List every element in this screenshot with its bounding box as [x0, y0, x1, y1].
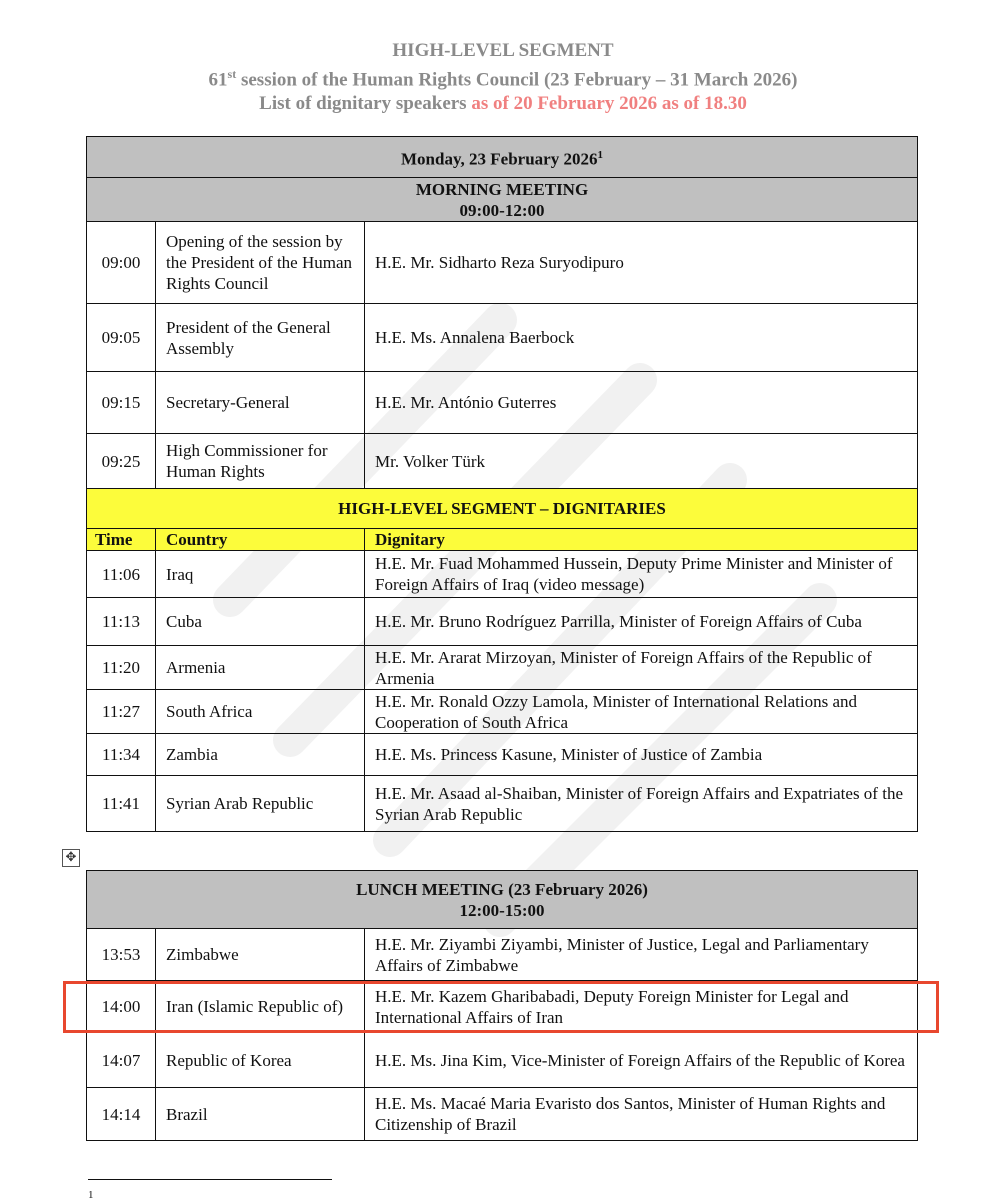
- dignitary-cell: H.E. Ms. Macaé Maria Evaristo dos Santos, Minister of Human Rights and Citizenship of Brazil: [365, 1088, 918, 1141]
- dignitary-cell: H.E. Mr. Asaad al-Shaiban, Minister of Foreign Affairs and Expatriates of the Syrian Arab Republic: [365, 776, 918, 832]
- as-of-date: as of 20 February 2026 as of 18.30: [471, 93, 747, 115]
- morning-banner: [87, 178, 918, 222]
- list-status: [0, 92, 1006, 116]
- table-row: [87, 598, 918, 646]
- dignitary-cell: H.E. Ms. Jina Kim, Vice-Minister of Foreign Affairs of the Republic of Korea: [365, 1033, 918, 1088]
- time-cell: 11:27: [87, 690, 156, 734]
- dignitaries-title: HIGH-LEVEL SEGMENT – DIGNITARIES: [87, 489, 918, 529]
- time-cell: 09:00: [87, 222, 156, 304]
- session-number: 61: [208, 69, 228, 91]
- col-dignitary: Dignitary: [365, 529, 918, 551]
- role-cell: President of the General Assembly: [156, 304, 365, 372]
- document-header: [0, 40, 1006, 116]
- lunch-table: [86, 870, 918, 1141]
- table-row: [87, 1088, 918, 1141]
- country-cell: Republic of Korea: [156, 1033, 365, 1088]
- country-cell: Armenia: [156, 646, 365, 690]
- table-row: [87, 222, 918, 304]
- role-cell: Secretary-General: [156, 372, 365, 434]
- dignitary-cell: H.E. Mr. Kazem Gharibabadi, Deputy Foreign Minister for Legal and International Affairs of Iran: [365, 981, 918, 1033]
- role-cell: Opening of the session by the President of the Human Rights Council: [156, 222, 365, 304]
- country-cell: Zambia: [156, 734, 365, 776]
- morning-hours: 09:00-12:00: [459, 200, 545, 220]
- segment-title: HIGH-LEVEL SEGMENT: [392, 40, 614, 61]
- time-cell: 11:06: [87, 551, 156, 598]
- time-cell: 14:14: [87, 1088, 156, 1141]
- country-cell: Cuba: [156, 598, 365, 646]
- lunch-hours: 12:00-15:00: [459, 900, 545, 920]
- country-cell: Iraq: [156, 551, 365, 598]
- dignitary-cell: H.E. Mr. Ziyambi Ziyambi, Minister of Justice, Legal and Parliamentary Affairs of Zimbabwe: [365, 929, 918, 981]
- speaker-cell: H.E. Mr. Sidharto Reza Suryodipuro: [365, 222, 918, 304]
- time-cell: 09:25: [87, 434, 156, 489]
- country-cell: Zimbabwe: [156, 929, 365, 981]
- time-cell: 14:07: [87, 1033, 156, 1088]
- dignitary-cell: H.E. Mr. Ronald Ozzy Lamola, Minister of International Relations and Cooperation of South Africa: [365, 690, 918, 734]
- list-title: List of dignitary speakers: [259, 93, 472, 115]
- role-cell: High Commissioner for Human Rights: [156, 434, 365, 489]
- speaker-cell: H.E. Ms. Annalena Baerbock: [365, 304, 918, 372]
- country-cell: Brazil: [156, 1088, 365, 1141]
- table-row: [87, 776, 918, 832]
- time-cell: 11:20: [87, 646, 156, 690]
- move-handle-icon[interactable]: ✥: [62, 849, 80, 867]
- table-row-highlighted: [87, 981, 918, 1033]
- speaker-cell: H.E. Mr. António Guterres: [365, 372, 918, 434]
- table-row: [87, 690, 918, 734]
- dignitaries-banner: [87, 489, 918, 529]
- country-cell: Syrian Arab Republic: [156, 776, 365, 832]
- table-row: [87, 646, 918, 690]
- day-banner: [87, 137, 918, 178]
- time-cell: 13:53: [87, 929, 156, 981]
- footnote-mark: 1: [597, 148, 603, 161]
- time-cell: 09:05: [87, 304, 156, 372]
- time-cell: 14:00: [87, 981, 156, 1033]
- table-row: [87, 551, 918, 598]
- session-title: [0, 62, 1006, 92]
- table-row: [87, 734, 918, 776]
- lunch-banner: [87, 871, 918, 929]
- session-ordinal: st: [227, 67, 237, 81]
- table-row: [87, 1033, 918, 1088]
- col-time: Time: [87, 529, 156, 551]
- morning-title: MORNING MEETING: [415, 179, 589, 199]
- dignitary-cell: H.E. Mr. Bruno Rodríguez Parrilla, Minister of Foreign Affairs of Cuba: [365, 598, 918, 646]
- table-row: [87, 434, 918, 489]
- speaker-cell: Mr. Volker Türk: [365, 434, 918, 489]
- session-dates: session of the Human Rights Council (23 February – 31 March 2026): [236, 69, 798, 91]
- footnote-marker: 1: [88, 1189, 94, 1201]
- dignitary-cell: H.E. Mr. Fuad Mohammed Hussein, Deputy Prime Minister and Minister of Foreign Affairs of Iraq (video message): [365, 551, 918, 598]
- column-header-row: [87, 529, 918, 551]
- time-cell: 11:41: [87, 776, 156, 832]
- morning-table: [86, 136, 918, 832]
- table-row: [87, 304, 918, 372]
- col-country: Country: [156, 529, 365, 551]
- time-cell: 11:34: [87, 734, 156, 776]
- country-cell: South Africa: [156, 690, 365, 734]
- table-row: [87, 929, 918, 981]
- footnote-separator: [88, 1179, 332, 1180]
- lunch-title: LUNCH MEETING (23 February 2026): [356, 879, 648, 899]
- time-cell: 11:13: [87, 598, 156, 646]
- time-cell: 09:15: [87, 372, 156, 434]
- day-title: Monday, 23 February 2026: [401, 149, 598, 169]
- dignitary-cell: H.E. Mr. Ararat Mirzoyan, Minister of Foreign Affairs of the Republic of Armenia: [365, 646, 918, 690]
- table-row: [87, 372, 918, 434]
- country-cell: Iran (Islamic Republic of): [156, 981, 365, 1033]
- dignitary-cell: H.E. Ms. Princess Kasune, Minister of Justice of Zambia: [365, 734, 918, 776]
